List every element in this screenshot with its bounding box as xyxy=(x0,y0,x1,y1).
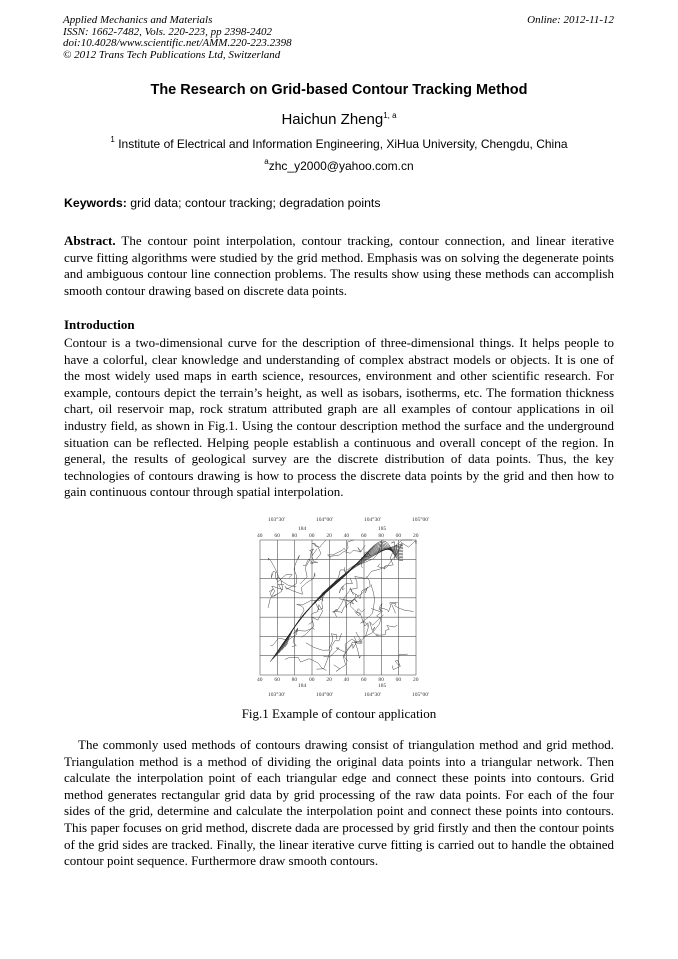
affiliation-text: Institute of Electrical and Information Engineering, XiHua University, Chengdu, China xyxy=(114,137,568,151)
x-tick-top: 00 xyxy=(395,533,402,539)
x-tick-bottom: 80 xyxy=(291,677,298,683)
x-tick-bottom: 80 xyxy=(378,677,384,683)
introduction-heading: Introduction xyxy=(64,317,135,332)
keywords xyxy=(64,195,614,212)
abstract xyxy=(64,233,614,299)
contour-line xyxy=(355,622,369,659)
author xyxy=(0,111,678,128)
journal-name: Applied Mechanics and Materials xyxy=(63,14,213,26)
zone-label-top: 184 xyxy=(298,526,307,532)
contour-line xyxy=(275,549,404,658)
x-tick-bottom: 40 xyxy=(257,677,263,683)
contour-line xyxy=(268,558,282,582)
email xyxy=(0,159,678,173)
contour-line xyxy=(324,637,357,657)
contour-line xyxy=(392,654,408,670)
figure-caption: Fig.1 Example of contour application xyxy=(241,706,437,721)
contour-line xyxy=(312,540,326,560)
contour-line xyxy=(339,578,352,593)
contour-line xyxy=(330,545,366,556)
x-tick-top: 60 xyxy=(361,533,367,539)
email-text: zhc_y2000@yahoo.com.cn xyxy=(268,159,414,173)
x-tick-top: 20 xyxy=(326,533,332,539)
coord-label-top: 104°30' xyxy=(364,517,381,523)
contour-line xyxy=(270,544,403,662)
contour-line xyxy=(356,609,368,627)
x-tick-top: 00 xyxy=(309,533,315,539)
contour-line xyxy=(279,548,403,653)
contour-line xyxy=(376,625,397,635)
contour-line xyxy=(273,547,403,659)
online-date: Online: 2012-11-12 xyxy=(527,14,614,26)
coord-label-bottom: 103°30' xyxy=(268,692,285,698)
keywords-text: grid data; contour tracking; degradation points xyxy=(126,196,381,210)
x-tick-bottom: 60 xyxy=(361,677,367,683)
map-frame xyxy=(260,540,416,675)
methods-paragraph: The commonly used methods of contours drawing consist of triangulation method and grid method. Triangulation method is a method of dividing the original data points into a triangular network. Then calculate the interpolation point of each triangular edge and connect these points into contours. Grid method generates rectangular grid data by grid processing of the raw data points. For each of the four sides of the grid, determine and calculate the interpolation point and connect these points into contours. This paper focuses on grid method, discrete dada are processed by grid firstly and then the contour points of the grid sides are tracked. Finally, the linear iterative curve fitting is carried out to handle the obtained contour point sequence. Furthermore draw smooth contours. xyxy=(64,737,614,869)
x-tick-top: 20 xyxy=(413,533,419,539)
x-tick-bottom: 20 xyxy=(413,677,419,683)
coord-label-top: 103°30' xyxy=(268,517,285,523)
x-tick-bottom: 40 xyxy=(343,677,350,683)
x-tick-bottom: 60 xyxy=(274,677,280,683)
zone-label-top: 185 xyxy=(378,526,387,532)
x-tick-top: 80 xyxy=(378,533,384,539)
affiliation-sup: 1 xyxy=(110,135,115,144)
contour-line xyxy=(271,571,292,581)
contour-line xyxy=(334,639,362,672)
zone-label-bottom: 185 xyxy=(378,683,387,689)
contour-line xyxy=(272,546,404,661)
contour-line xyxy=(349,566,386,589)
x-tick-bottom: 20 xyxy=(326,677,332,683)
contour-map-figure xyxy=(238,512,438,700)
contour-line xyxy=(284,544,404,648)
contour-line xyxy=(287,541,404,645)
affiliation xyxy=(0,137,678,151)
coord-label-bottom: 105°00' xyxy=(412,692,429,698)
author-sup: 1, a xyxy=(383,111,397,120)
contour-line xyxy=(268,581,296,608)
contour-line xyxy=(285,657,327,670)
doi: doi:10.4028/www.scientific.net/AMM.220-223.2398 xyxy=(63,37,292,49)
contour-line xyxy=(391,604,413,614)
introduction-paragraph: Contour is a two-dimensional curve for the description of three-dimensional things. It helps people to have a colorful, clear knowledge and understanding of complex abstract models or objects. It is one of the most widely used maps in earth science, resources, environment and other scientific research. For example, contours depict the terrain’s height, as well as isobars, isotherms, etc. The formation thickness chart, oil reservoir map, rock stratum attributed graph are all examples of contour applications in oil industry field, as shown in Fig.1. Using the contour description method the surface and the underground situation can be reflected. Helping people establish a continuous and overall concept of the region. In general, the results of geological survey are the discrete distribution of data points. Thus, the key technologies of contours drawing is how to process the discrete data points by the grid and then how to gain continuous contour through spatial interpolation. xyxy=(64,335,614,500)
coord-label-top: 104°00' xyxy=(316,517,333,523)
copyright: © 2012 Trans Tech Publications Ltd, Switzerland xyxy=(63,48,281,61)
contour-line xyxy=(278,549,404,655)
coord-label-bottom: 104°30' xyxy=(364,692,381,698)
email-sup: a xyxy=(264,157,269,166)
x-tick-top: 40 xyxy=(343,533,350,539)
contour-line xyxy=(401,540,416,547)
x-tick-top: 80 xyxy=(291,533,298,539)
issn: ISSN: 1662-7482, Vols. 220-223, pp 2398-2402 xyxy=(63,25,272,38)
contour-line xyxy=(285,555,300,589)
contour-line xyxy=(285,543,403,647)
journal-header xyxy=(63,15,292,61)
author-name: Haichun Zheng xyxy=(281,111,384,128)
x-tick-bottom: 00 xyxy=(395,677,402,683)
zone-label-bottom: 184 xyxy=(298,683,307,689)
coord-label-top: 105°00' xyxy=(412,517,429,523)
keywords-label: Keywords: xyxy=(64,196,127,210)
contour-line xyxy=(328,540,354,558)
x-tick-top: 40 xyxy=(257,533,263,539)
x-tick-top: 60 xyxy=(274,533,280,539)
abstract-label: Abstract. xyxy=(64,233,116,248)
x-tick-bottom: 00 xyxy=(309,677,315,683)
paper-title: The Research on Grid-based Contour Tracking Method xyxy=(150,82,528,98)
coord-label-bottom: 104°00' xyxy=(316,692,333,698)
abstract-text: The contour point interpolation, contour tracking, contour connection, and linear iterative curve fitting algorithms were studied by the grid method. Emphasis was on solving the degenerate points and ambiguous contour line connection problems. The results show using these methods can accomplish smooth contour drawing based on discrete data points. xyxy=(64,233,614,298)
